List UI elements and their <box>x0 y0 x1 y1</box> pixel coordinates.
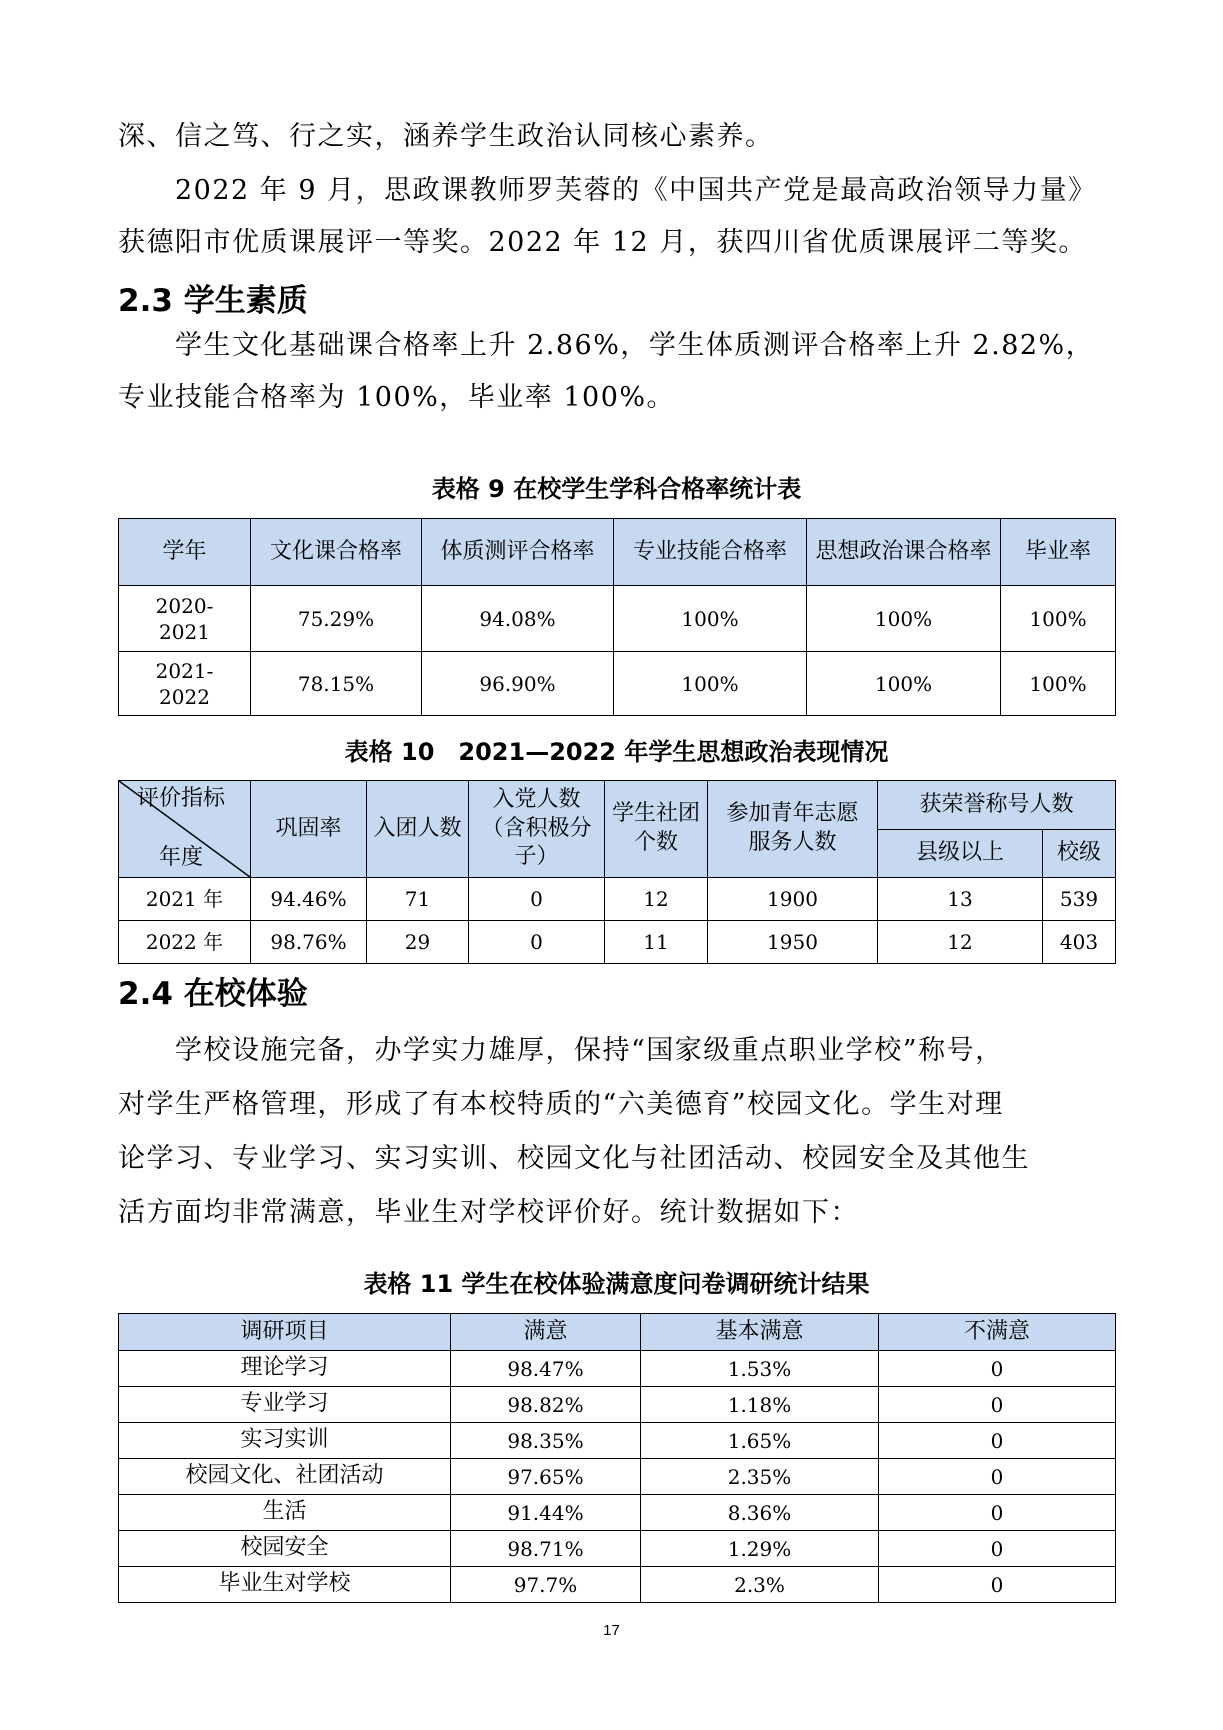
paragraph-line: 学校设施完备，办学实力雄厚，保持“国家级重点职业学校”称号， <box>118 1035 1004 1066</box>
paragraph-line: 专业技能合格率为 100%，毕业率 100%。 <box>118 382 676 413</box>
table11-header: 不满意 <box>879 1314 1116 1351</box>
table-row <box>119 1423 1116 1459</box>
table-cell: 0 <box>469 921 605 964</box>
table-cell: 理论学习 <box>119 1351 451 1387</box>
table-row <box>119 1387 1116 1423</box>
table10-header: 参加青年志愿服务人数 <box>708 781 878 878</box>
table-cell: 2020-2021 <box>119 586 251 652</box>
table-cell: 97.7% <box>451 1567 641 1603</box>
table11-header-row <box>119 1314 1116 1351</box>
table10-caption: 表格 10 2021—2022 年学生思想政治表现情况 <box>344 738 889 766</box>
table-row <box>119 1459 1116 1495</box>
paragraph-line: 活方面均非常满意，毕业生对学校评价好。统计数据如下： <box>118 1197 859 1228</box>
paragraph-line: 获德阳市优质课展评一等奖。2022 年 12 月，获四川省优质课展评二等奖。 <box>118 227 1087 258</box>
corner-label-bottom: 年度 <box>159 845 204 871</box>
table-cell: 100% <box>807 586 1001 652</box>
table9-header: 体质测评合格率 <box>422 519 614 586</box>
table-cell: 8.36% <box>641 1495 879 1531</box>
table-cell: 71 <box>367 878 469 921</box>
table9 <box>118 518 1116 716</box>
table-cell: 75.29% <box>251 586 422 652</box>
table9-header: 思想政治课合格率 <box>807 519 1001 586</box>
table-cell: 2022 年 <box>119 921 251 964</box>
table-cell: 专业学习 <box>119 1387 451 1423</box>
table-cell: 校园安全 <box>119 1531 451 1567</box>
table-row <box>119 586 1116 652</box>
table-cell: 1950 <box>708 921 878 964</box>
table-cell: 1.65% <box>641 1423 879 1459</box>
table-cell: 11 <box>605 921 708 964</box>
table-row <box>119 1567 1116 1603</box>
table-cell: 403 <box>1043 921 1116 964</box>
table-cell: 98.76% <box>251 921 367 964</box>
table-cell: 98.82% <box>451 1387 641 1423</box>
section-heading-2-3: 2.3 学生素质 <box>118 283 308 319</box>
table10-header: 巩固率 <box>251 781 367 878</box>
table10-header: 学生社团个数 <box>605 781 708 878</box>
table-row <box>119 1531 1116 1567</box>
table10-header: 获荣誉称号人数 <box>878 781 1116 830</box>
paragraph-line: 2022 年 9 月，思政课教师罗芙蓉的《中国共产党是最高政治领导力量》 <box>118 175 1097 206</box>
table-cell: 0 <box>469 878 605 921</box>
table-row <box>119 1495 1116 1531</box>
table-cell: 98.71% <box>451 1531 641 1567</box>
table-cell: 91.44% <box>451 1495 641 1531</box>
table-cell: 2021-2022 <box>119 652 251 716</box>
table-cell: 98.35% <box>451 1423 641 1459</box>
table9-header-row <box>119 519 1116 586</box>
table9-header: 文化课合格率 <box>251 519 422 586</box>
table-cell: 校园文化、社团活动 <box>119 1459 451 1495</box>
table10-subheader: 县级以上 <box>878 830 1043 878</box>
table9-header: 专业技能合格率 <box>614 519 807 586</box>
table9-header: 学年 <box>119 519 251 586</box>
table-cell: 0 <box>879 1531 1116 1567</box>
table9-header: 毕业率 <box>1001 519 1116 586</box>
table-cell: 94.46% <box>251 878 367 921</box>
table-cell: 97.65% <box>451 1459 641 1495</box>
table10-header: 入党人数（含积极分子） <box>469 781 605 878</box>
table10-corner-cell <box>119 781 251 878</box>
table-cell: 0 <box>879 1387 1116 1423</box>
table-cell: 1.18% <box>641 1387 879 1423</box>
table-cell: 1.53% <box>641 1351 879 1387</box>
table10-header-row <box>119 781 1116 830</box>
table-cell: 98.47% <box>451 1351 641 1387</box>
table-cell: 78.15% <box>251 652 422 716</box>
table-cell: 1900 <box>708 878 878 921</box>
table11-header: 基本满意 <box>641 1314 879 1351</box>
paragraph-line: 对学生严格管理，形成了有本校特质的“六美德育”校园文化。学生对理 <box>118 1089 1004 1120</box>
table-cell: 100% <box>807 652 1001 716</box>
paragraph-line: 深、信之笃、行之实，涵养学生政治认同核心素养。 <box>118 121 774 152</box>
table11-caption: 表格 11 学生在校体验满意度问卷调研统计结果 <box>363 1270 870 1298</box>
table-cell: 96.90% <box>422 652 614 716</box>
paragraph-line: 学生文化基础课合格率上升 2.86%，学生体质测评合格率上升 2.82%， <box>118 330 1095 361</box>
table11-header: 调研项目 <box>119 1314 451 1351</box>
table9-caption: 表格 9 在校学生学科合格率统计表 <box>431 475 802 503</box>
table-row <box>119 1351 1116 1387</box>
table-cell: 实习实训 <box>119 1423 451 1459</box>
table-cell: 94.08% <box>422 586 614 652</box>
table-cell: 生活 <box>119 1495 451 1531</box>
table-cell: 539 <box>1043 878 1116 921</box>
table-cell: 2021 年 <box>119 878 251 921</box>
paragraph-line: 论学习、专业学习、实习实训、校园文化与社团活动、校园安全及其他生 <box>118 1143 1030 1174</box>
table11 <box>118 1313 1116 1603</box>
table-cell: 12 <box>605 878 708 921</box>
table10-subheader: 校级 <box>1043 830 1116 878</box>
table-cell: 100% <box>1001 586 1116 652</box>
table11-header: 满意 <box>451 1314 641 1351</box>
table-cell: 0 <box>879 1459 1116 1495</box>
table-cell: 2.3% <box>641 1567 879 1603</box>
table-cell: 0 <box>879 1567 1116 1603</box>
corner-label-top: 评价指标 <box>137 786 226 811</box>
table-cell: 100% <box>614 652 807 716</box>
table-cell: 0 <box>879 1351 1116 1387</box>
table-cell: 1.29% <box>641 1531 879 1567</box>
section-heading-2-4: 2.4 在校体验 <box>118 976 308 1012</box>
table-cell: 0 <box>879 1423 1116 1459</box>
table-cell: 29 <box>367 921 469 964</box>
table-cell: 100% <box>614 586 807 652</box>
table-row <box>119 878 1116 921</box>
page-number: 17 <box>603 1622 620 1639</box>
table10-header: 入团人数 <box>367 781 469 878</box>
table-cell: 100% <box>1001 652 1116 716</box>
table-cell: 2.35% <box>641 1459 879 1495</box>
table-row <box>119 921 1116 964</box>
table10 <box>118 780 1116 964</box>
table-cell: 毕业生对学校 <box>119 1567 451 1603</box>
table-row <box>119 652 1116 716</box>
table-cell: 13 <box>878 878 1043 921</box>
table-cell: 12 <box>878 921 1043 964</box>
table-cell: 0 <box>879 1495 1116 1531</box>
